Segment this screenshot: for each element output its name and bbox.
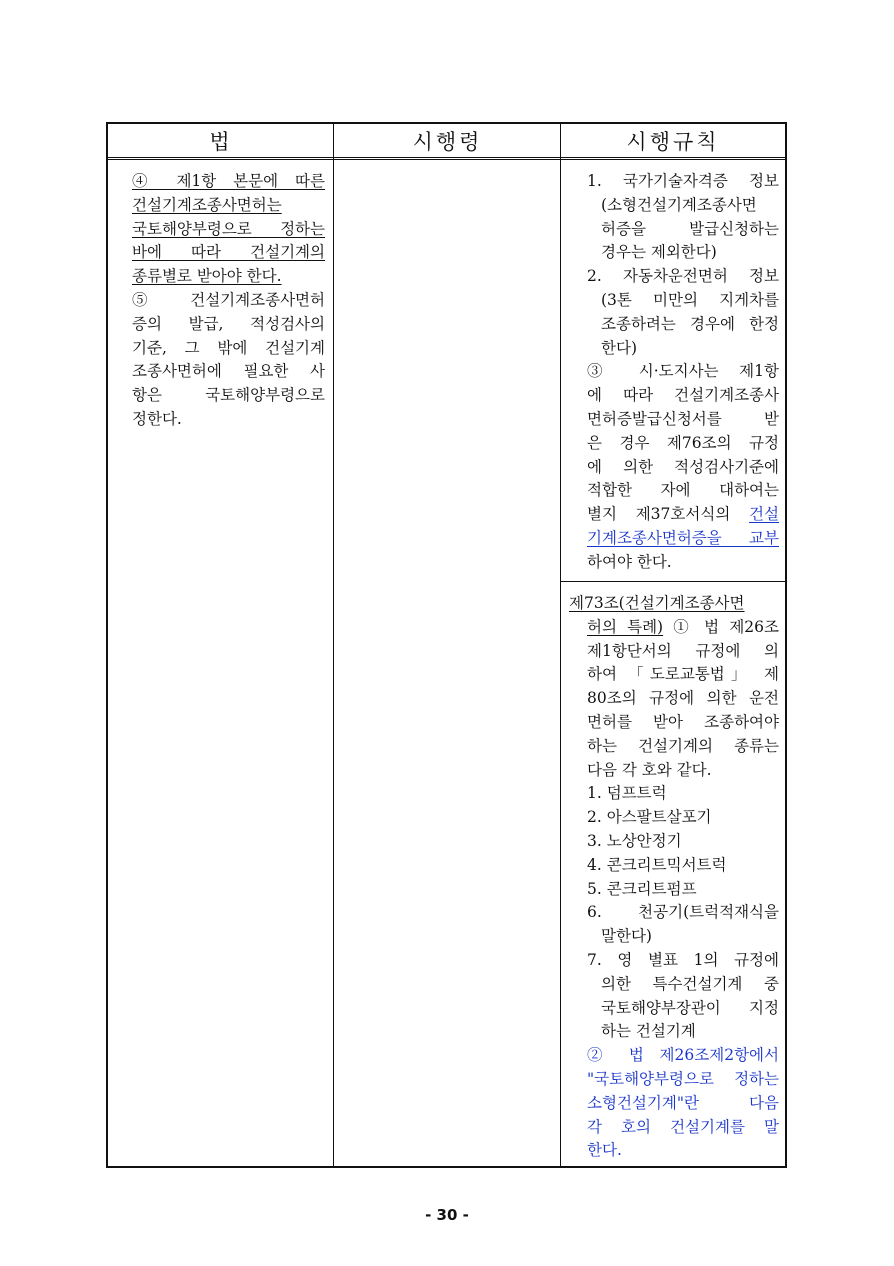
rule-cell-bottom (569, 592, 779, 1163)
rule-cell-top (587, 170, 779, 575)
license-card-ref: 건설 (749, 505, 779, 524)
law-p5-line: 조종사면허에 필요한 사 (132, 362, 325, 381)
list-item: 6. 천공기(트럭적재식을 (587, 903, 779, 922)
list-item-cont: 의한 특수건설기계 중 (601, 974, 779, 993)
rule-p3-line: 면허증발급신청서를 받 (587, 409, 779, 428)
rule-item2-line: 한다) (601, 338, 637, 357)
rule-p3-line: 적합한 자에 대하여는 (587, 481, 779, 500)
rule-item2-line: 2. 자동차운전면허 정보 (587, 267, 779, 286)
law-p4-line: 국토해양부령으로 정하는 (132, 219, 325, 238)
header-rule: 시행규칙 (561, 124, 785, 160)
list-item: 7. 영 별표 1의 규정에 (587, 950, 779, 969)
row-divider (561, 581, 785, 582)
rule-bottom-line: 하는 건설기계의 종류는 (587, 736, 779, 755)
rule-p2-line: 한다. (587, 1141, 622, 1160)
header-decree: 시행령 (334, 124, 561, 160)
law-p5-line: ⑤ 건설기계조종사면허 (132, 290, 325, 309)
rule-bottom-line: 면허를 받아 조종하여야 (587, 712, 779, 731)
rule-item1-line: 경우는 제외한다) (601, 243, 717, 262)
rule-p3-line: 은 경우 제76조의 규정 (587, 433, 779, 452)
list-item-cont: 국토해양부장관이 지정 (601, 998, 779, 1017)
rule-item1-line: (소형건설기계조종사면 (601, 195, 757, 214)
column-divider (560, 124, 561, 1166)
rule-item2-line: 조종하려는 경우에 한정 (601, 314, 779, 333)
rule-item1-line: 1. 국가기술자격증 정보 (587, 172, 779, 190)
article-title: 제73조(건설기계조종사면 (569, 594, 745, 612)
rule-bottom-line: 제1항단서의 규정에 의 (587, 641, 779, 660)
list-item: 3. 노상안정기 (587, 831, 682, 850)
column-divider (333, 124, 334, 1166)
law-p4-line: 바에 따라 건설기계의 (132, 243, 325, 262)
rule-bottom-line (587, 616, 779, 640)
rule-bottom-line: 다음 각 호와 같다. (587, 760, 712, 779)
law-p4-line: 종류별로 받아야 한다. (132, 267, 282, 286)
rule-p3-line: ③ 시·도지사는 제1항 (587, 362, 779, 381)
article-title-end: 허의 특례) (587, 617, 664, 636)
law-p5-line: 증의 발급, 적성검사의 (132, 314, 325, 333)
rule-item2-line: (3톤 미만의 지게차를 (601, 290, 779, 309)
rule-p3-text: 별지 제37호서식의 (587, 505, 750, 524)
rule-bottom-line: 하여 「도로교통법」 제 (587, 665, 779, 684)
rule-p3-line: 하여야 한다. (587, 552, 672, 571)
law-p4-line: ④ 제1항 본문에 따른 (132, 172, 325, 190)
rule-p2-line: "국토해양부령으로 정하는 (587, 1069, 779, 1088)
list-item: 2. 아스팔트살포기 (587, 808, 712, 827)
list-item: 1. 덤프트럭 (587, 784, 667, 803)
page-number: - 30 - (425, 1206, 469, 1224)
list-item-cont: 하는 건설기계 (601, 1022, 696, 1041)
rule-p2-line: 각 호의 건설기계를 말 (587, 1117, 779, 1136)
law-cell (132, 170, 325, 432)
list-item: 5. 콘크리트펌프 (587, 879, 697, 898)
law-p5-line: 기준, 그 밖에 건설기계 (132, 338, 325, 357)
law-p5-line: 항은 국토해양부령으로 (132, 386, 325, 405)
license-card-ref: 기계조종사면허증을 교부 (587, 528, 779, 547)
law-p4-line: 건설기계조종사면허는 (132, 195, 282, 214)
regulation-table (106, 122, 787, 1168)
rule-p3-line: 에 의한 적성검사기준에 (587, 457, 779, 476)
rule-bottom-text: ① 법 제26조 (663, 617, 779, 636)
list-item-cont: 말한다) (601, 927, 652, 946)
rule-bottom-line: 80조의 규정에 의한 운전 (587, 689, 779, 708)
rule-p3-line: 에 따라 건설기계조종사 (587, 386, 779, 405)
rule-p2-line: ② 법 제26조제2항에서 (587, 1046, 779, 1065)
rule-item1-line: 허증을 발급신청하는 (601, 219, 779, 238)
list-item: 4. 콘크리트믹서트럭 (587, 855, 727, 874)
rule-p3-line (587, 503, 779, 527)
law-p5-line: 정한다. (132, 409, 182, 428)
header-law: 법 (108, 124, 334, 160)
rule-p2-line: 소형건설기계"란 다음 (587, 1093, 779, 1112)
